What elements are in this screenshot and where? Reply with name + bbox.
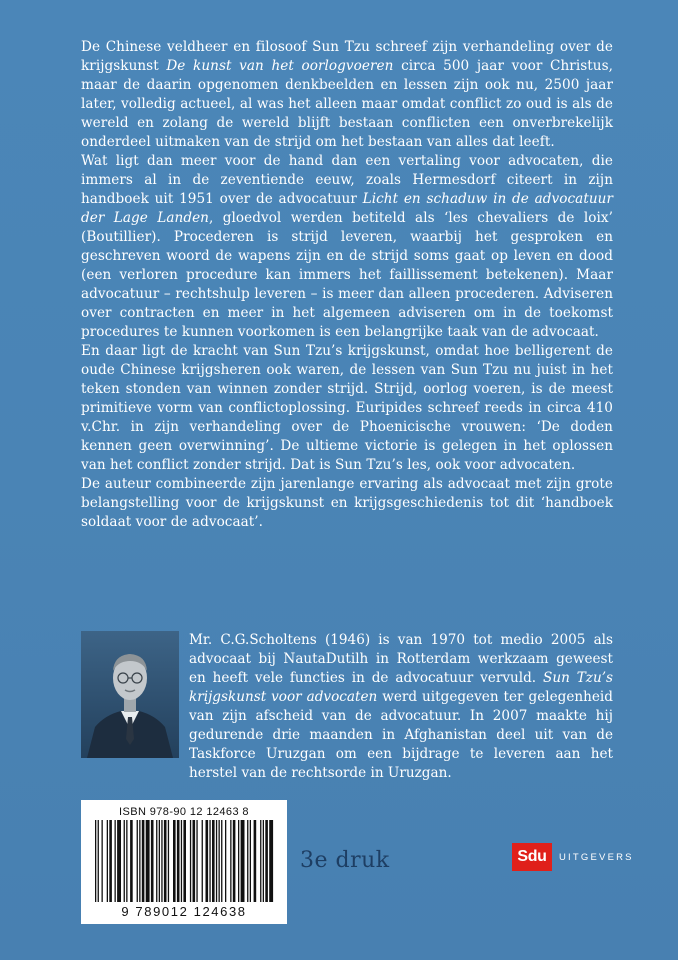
barcode-bar bbox=[168, 820, 169, 902]
barcode-bar bbox=[117, 820, 121, 902]
blurb-text bbox=[81, 38, 613, 532]
barcode-bar bbox=[190, 820, 191, 902]
book-title-italic: De kunst van het oorlogvoeren bbox=[166, 58, 394, 74]
publisher-name: UITGEVERS bbox=[559, 852, 634, 863]
edition-label: 3e druk bbox=[300, 848, 390, 873]
barcode-bar bbox=[107, 820, 108, 902]
barcode-bar bbox=[250, 820, 251, 902]
barcode-bar bbox=[202, 820, 203, 902]
barcode-bar bbox=[164, 820, 167, 902]
barcode-bar bbox=[206, 820, 209, 902]
barcode-bar bbox=[161, 820, 162, 902]
barcode-bar bbox=[115, 820, 116, 902]
barcode-bar bbox=[126, 820, 127, 902]
barcode-bar bbox=[173, 820, 176, 902]
barcode-bar bbox=[241, 820, 245, 902]
barcode-bar bbox=[254, 820, 257, 902]
barcode-bar bbox=[196, 820, 197, 902]
barcode-bar bbox=[142, 820, 145, 902]
barcode-bar bbox=[139, 820, 140, 902]
barcode-bar bbox=[109, 820, 112, 902]
paragraph-4: De auteur combineerde zijn jarenlange ervaring als advocaat met zijn grote belangstelling voor de krijgskunst en krijgsgeschiedenis tot dit ‘handboek soldaat voor de advocaat’. bbox=[81, 476, 613, 530]
barcode-bar bbox=[216, 820, 217, 902]
barcode-bar bbox=[238, 820, 239, 902]
barcode-bar bbox=[124, 820, 125, 902]
barcode-bar bbox=[159, 820, 160, 902]
barcode-bar bbox=[156, 820, 157, 902]
barcode-bar bbox=[233, 820, 236, 902]
sdu-logo-mark: Sdu bbox=[512, 843, 552, 871]
barcode-bar bbox=[225, 820, 226, 902]
barcode-digits: 9 789012 124638 bbox=[121, 904, 247, 919]
barcode-bar bbox=[177, 820, 180, 902]
book-title-italic: Licht en schaduw in de advocatuur der Lage Landen bbox=[81, 191, 613, 226]
barcode-bar bbox=[146, 820, 150, 902]
barcode-bars bbox=[91, 820, 277, 902]
barcode-bar bbox=[219, 820, 220, 902]
barcode-bar bbox=[247, 820, 248, 902]
isbn-label: ISBN 978-90 12 12463 8 bbox=[119, 806, 249, 818]
barcode-bar bbox=[230, 820, 231, 902]
paragraph-2: Wat ligt dan meer voor de hand dan een vertaling voor advocaten, die immers al in de zeventiende eeuw, zoals Hermesdorf citeert in zijn handboek uit 1951 over de advocatuur Licht en schaduw in de advocatuur der Lage Landen, gloedvol werden betiteld als ‘les chevaliers de loix’ (Boutillier). Procederen is strijd leveren, waarbij het gesproken en geschreven woord de wapens zijn en de strijd soms gaat op leven en dood (een verloren procedure kan immers het faillissement betekenen). Maar advocatuur – rechtshulp leveren – is meer dan alleen procederen. Adviseren over contracten en meer in het algemeen adviseren om in de toekomst procedures te kunnen voorkomen is een belangrijke taak van de advocaat. bbox=[81, 153, 613, 340]
barcode-bar bbox=[263, 820, 264, 902]
barcode-bar bbox=[102, 820, 103, 902]
barcode-bar bbox=[265, 820, 268, 902]
barcode-bar bbox=[221, 820, 222, 902]
isbn-barcode bbox=[81, 800, 287, 924]
barcode-bar bbox=[95, 820, 96, 902]
author-photo bbox=[81, 631, 179, 758]
barcode-bar bbox=[193, 820, 196, 902]
barcode-bar bbox=[183, 820, 186, 902]
barcode-bar bbox=[151, 820, 154, 902]
barcode-bar bbox=[269, 820, 273, 902]
barcode-bar bbox=[209, 820, 210, 902]
author-bio: Mr. C.G.Scholtens (1946) is van 1970 tot medio 2005 als advocaat bij NautaDutilh in Rotterdam werkzaam geweest en heeft vele functies in de advocatuur vervuld. Sun Tzu’s krijgskunst voor advocaten werd uitgegeven ter gelegenheid van zijn afscheid van de advocatuur. In 2007 maakte hij gedurende drie maanden in Afghanistan deel uit van de Taskforce Uruzgan om een bijdrage te leveren aan het herstel van de rechtsorde in Uruzgan. bbox=[189, 632, 613, 781]
paragraph-1: De Chinese veldheer en filosoof Sun Tzu schreef zijn verhandeling over de krijgskunst De kunst van het oorlogvoeren circa 500 jaar voor Christus, maar de daarin opgenomen denkbeelden en lessen zijn ook nu, 2500 jaar later, volledig actueel, al was het alleen maar omdat conflict zo oud is als de wereld en zolang de wereld blijft bestaan conflicten een onverbrekelijk onderdeel uitmaken van de strijd om het bestaan van alles dat leeft. bbox=[81, 39, 613, 150]
barcode-bar bbox=[137, 820, 138, 902]
barcode-bar bbox=[181, 820, 182, 902]
paragraph-3: En daar ligt de kracht van Sun Tzu’s krijgskunst, omdat hoe belligerent de oude Chinese krijgsheren ook waren, de lessen van Sun Tzu nu juist in het teken stonden van winnen zonder strijd. Strijd, oorlog voeren, is de meest primitieve vorm van conflictoplossing. Euripides schreef reeds in circa 410 v.Chr. in zijn verhandeling over de Phoenicische vrouwen: ‘De doden kennen geen overwinning’. De ultieme victorie is gelegen in het oplossen van het conflict zonder strijd. Dat is Sun Tzu’s les, ook voor advocaten. bbox=[81, 343, 613, 473]
barcode-bar bbox=[98, 820, 99, 902]
book-title-italic: Sun Tzu’s krijgskunst voor advocaten bbox=[189, 670, 613, 705]
barcode-bar bbox=[260, 820, 261, 902]
barcode-bar bbox=[130, 820, 133, 902]
barcode-bar bbox=[212, 820, 215, 902]
